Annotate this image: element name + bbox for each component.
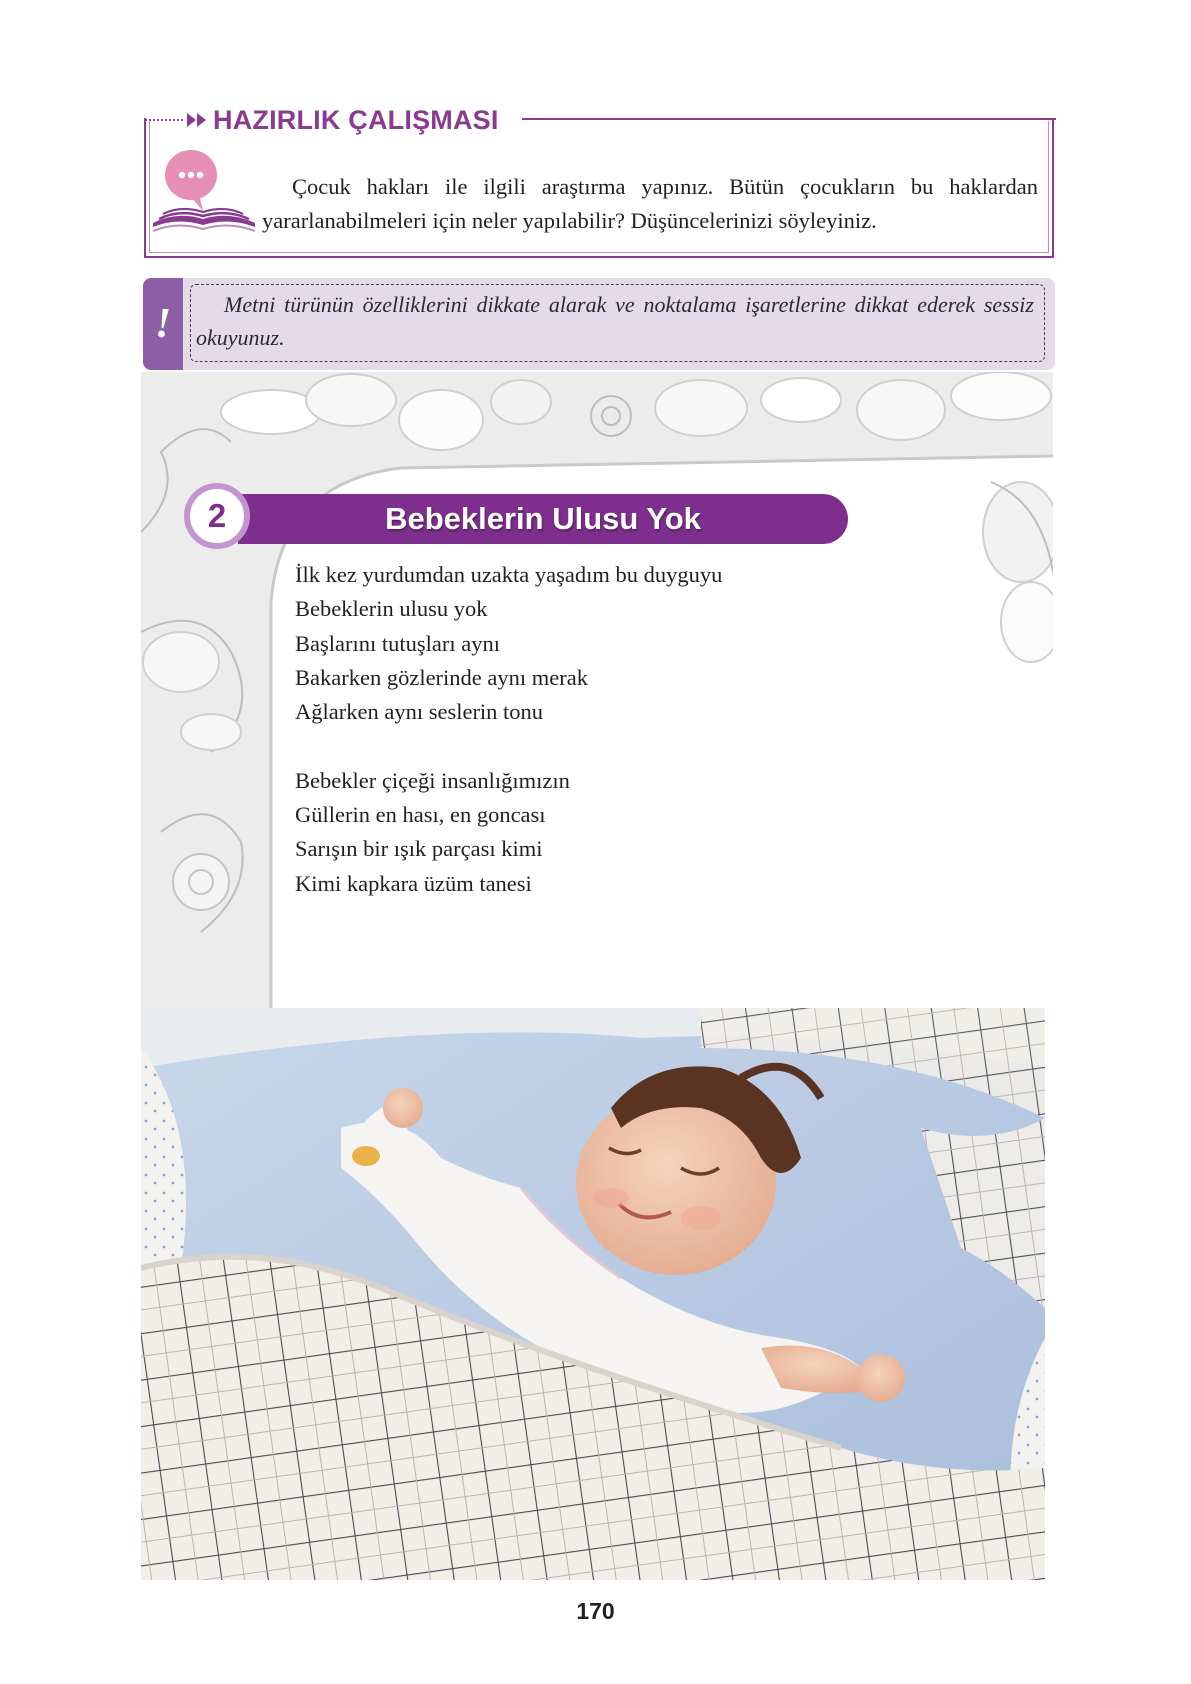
sleeping-baby-photo xyxy=(141,1008,1045,1580)
poem-stanza xyxy=(295,558,722,729)
poem-line: Bakarken gözlerinde aynı merak xyxy=(295,664,588,690)
exclamation-icon: ! xyxy=(143,278,183,370)
poem-line: Başlarını tutuşları aynı xyxy=(295,630,500,656)
poem-line: Kimi kapkara üzüm tanesi xyxy=(295,870,532,896)
poem-line: Güllerin en hası, en goncası xyxy=(295,802,546,828)
poem-line: Sarışın bir ışık parçası kimi xyxy=(295,836,543,862)
poem-title: Bebeklerin Ulusu Yok xyxy=(385,501,701,536)
poem-line: Ağlarken aynı seslerin tonu xyxy=(295,699,544,725)
poem-line: Bebeklerin ulusu yok xyxy=(295,596,488,622)
speech-bubble-book-icon xyxy=(147,147,262,235)
preparation-text: Çocuk hakları ile ilgili araştırma yapınız. Bütün çocukların bu haklardan yararlanabilmeleri için neler yapılabilir? Düşüncelerinizi söyleyiniz. xyxy=(262,174,1038,233)
poem-line: Bebekler çiçeği insanlığımızın xyxy=(295,767,570,793)
poem-body xyxy=(295,558,722,935)
poem-stanza xyxy=(295,764,722,901)
reading-note-text: Metni türünün özelliklerini dikkate alarak ve noktalama işaretlerine dikkat ederek sessiz okuyunuz. xyxy=(196,292,1034,350)
preparation-title: HAZIRLIK ÇALIŞMASI xyxy=(213,104,499,135)
page-number: 170 xyxy=(576,1598,615,1624)
poem-number-badge: 2 xyxy=(184,483,250,549)
poem-line: İlk kez yurdumdan uzakta yaşadım bu duyguyu xyxy=(295,562,723,587)
